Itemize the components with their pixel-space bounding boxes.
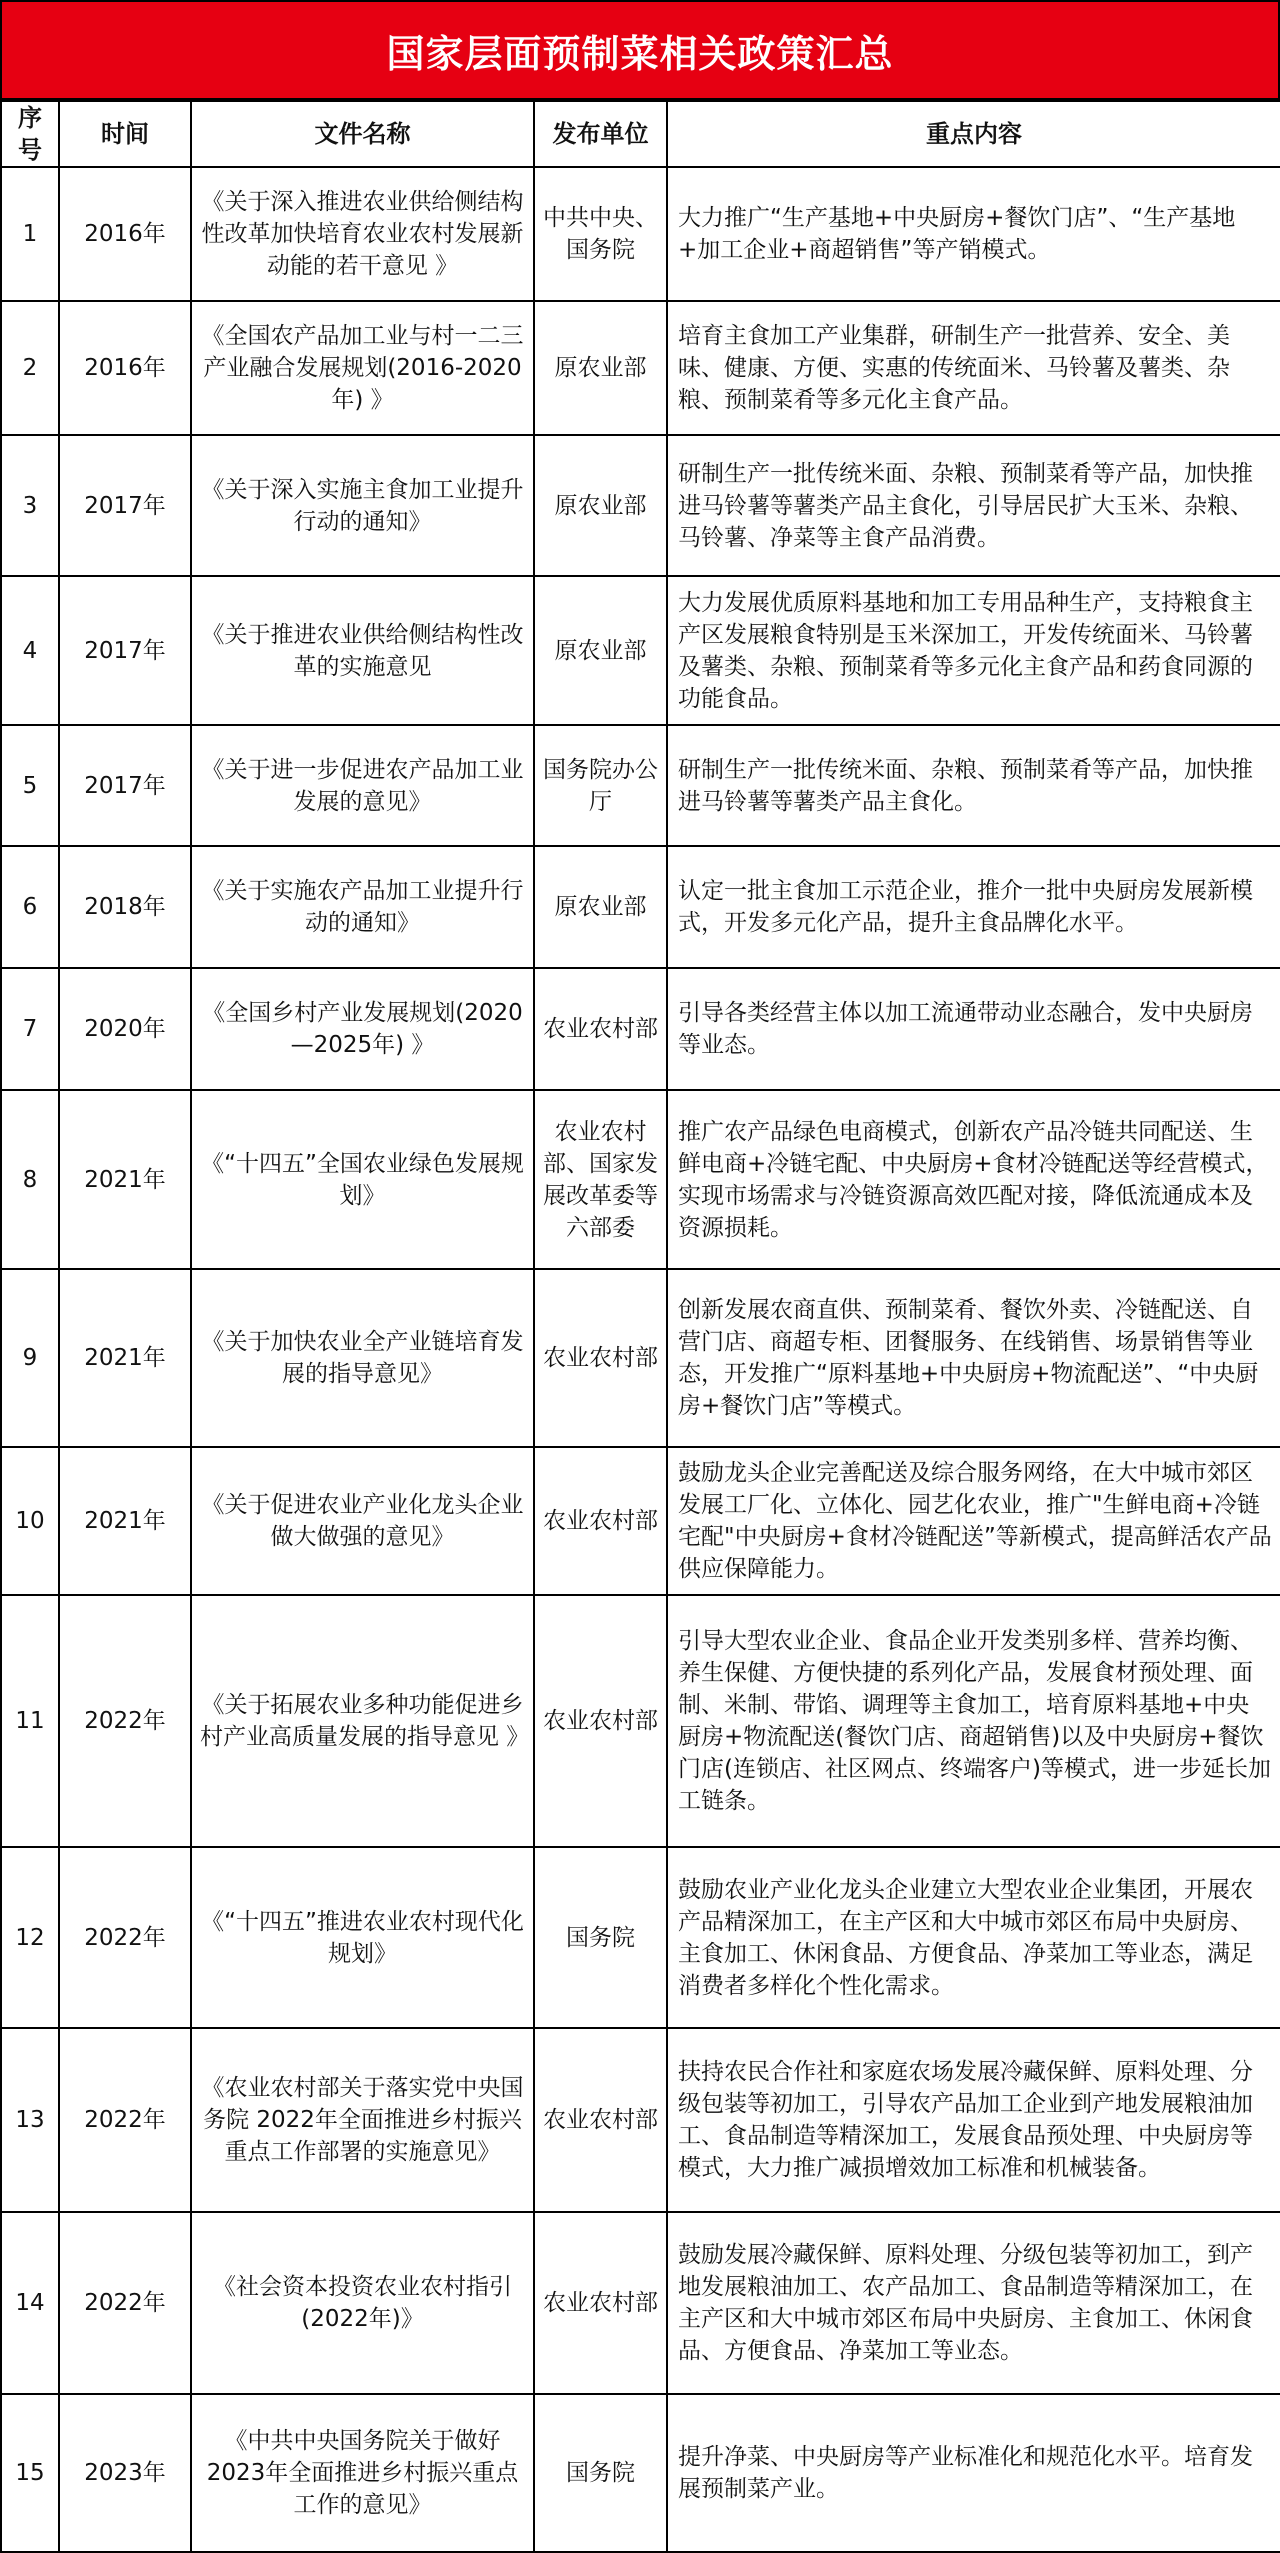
cell-content: 鼓励农业产业化龙头企业建立大型农业企业集团，开展农产品精深加工，在主产区和大中城市郊区布局中央厨房、主食加工、休闲食品、方便食品、净菜加工等业态，满足消费者多样化个性化需求。	[667, 1847, 1280, 2028]
cell-serial: 14	[1, 2212, 59, 2394]
cell-content: 大力推广“生产基地+中央厨房+餐饮门店”、“生产基地+加工企业+商超销售”等产销模式。	[667, 167, 1280, 301]
cell-content: 推广农产品绿色电商模式，创新农产品冷链共同配送、生鲜电商+冷链宅配、中央厨房+食材冷链配送等经营模式，实现市场需求与冷链资源高效匹配对接，降低流通成本及资源损耗。	[667, 1090, 1280, 1269]
cell-content: 扶持农民合作社和家庭农场发展冷藏保鲜、原料处理、分级包装等初加工，引导农产品加工企业到产地发展粮油加工、食品制造等精深加工，发展食品预处理、中央厨房等模式，大力推广减损增效加工标准和机械装备。	[667, 2028, 1280, 2212]
cell-year: 2020年	[59, 968, 191, 1090]
cell-document: 《关于拓展农业多种功能促进乡村产业高质量发展的指导意见 》	[191, 1595, 534, 1847]
table-row	[1, 846, 1280, 968]
cell-document: 《全国农产品加工业与村一二三产业融合发展规划(2016-2020年) 》	[191, 301, 534, 435]
cell-content: 认定一批主食加工示范企业，推介一批中央厨房发展新模式，开发多元化产品，提升主食品牌化水平。	[667, 846, 1280, 968]
cell-document: 《农业农村部关于落实党中央国务院 2022年全面推进乡村振兴重点工作部署的实施意见》	[191, 2028, 534, 2212]
header-row	[1, 101, 1280, 167]
header-publisher: 发布单位	[534, 101, 667, 167]
cell-publisher: 国务院	[534, 1847, 667, 2028]
cell-document: 《关于深入推进农业供给侧结构性改革加快培育农业农村发展新动能的若干意见 》	[191, 167, 534, 301]
cell-serial: 6	[1, 846, 59, 968]
cell-year: 2022年	[59, 1595, 191, 1847]
cell-serial: 10	[1, 1447, 59, 1595]
cell-serial: 5	[1, 725, 59, 846]
cell-document: 《社会资本投资农业农村指引(2022年)》	[191, 2212, 534, 2394]
table-row	[1, 2028, 1280, 2212]
cell-serial: 8	[1, 1090, 59, 1269]
table-row	[1, 1595, 1280, 1847]
cell-document: 《关于实施农产品加工业提升行动的通知》	[191, 846, 534, 968]
cell-content: 鼓励龙头企业完善配送及综合服务网络，在大中城市郊区发展工厂化、立体化、园艺化农业，推广"生鲜电商+冷链宅配"中央厨房+食材冷链配送”等新模式，提高鲜活农产品供应保障能力。	[667, 1447, 1280, 1595]
cell-serial: 13	[1, 2028, 59, 2212]
cell-serial: 9	[1, 1269, 59, 1447]
table-row	[1, 2212, 1280, 2394]
header-time: 时间	[59, 101, 191, 167]
table-row	[1, 1847, 1280, 2028]
cell-content: 培育主食加工产业集群，研制生产一批营养、安全、美味、健康、方便、实惠的传统面米、马铃薯及薯类、杂粮、预制菜肴等多元化主食产品。	[667, 301, 1280, 435]
table-row	[1, 576, 1280, 725]
cell-year: 2022年	[59, 1847, 191, 2028]
cell-content: 研制生产一批传统米面、杂粮、预制菜肴等产品，加快推进马铃薯等薯类产品主食化，引导居民扩大玉米、杂粮、马铃薯、净菜等主食产品消费。	[667, 435, 1280, 576]
cell-serial: 12	[1, 1847, 59, 2028]
table-row	[1, 1090, 1280, 1269]
cell-publisher: 原农业部	[534, 435, 667, 576]
table-row	[1, 167, 1280, 301]
cell-content: 提升净菜、中央厨房等产业标准化和规范化水平。培育发展预制菜产业。	[667, 2394, 1280, 2552]
table-row	[1, 435, 1280, 576]
cell-document: 《关于推进农业供给侧结构性改革的实施意见	[191, 576, 534, 725]
cell-serial: 11	[1, 1595, 59, 1847]
table-row	[1, 2394, 1280, 2552]
table-row	[1, 301, 1280, 435]
table-row	[1, 968, 1280, 1090]
header-document: 文件名称	[191, 101, 534, 167]
cell-publisher: 原农业部	[534, 846, 667, 968]
cell-document: 《“十四五”全国农业绿色发展规划》	[191, 1090, 534, 1269]
cell-serial: 3	[1, 435, 59, 576]
table-row	[1, 1269, 1280, 1447]
cell-year: 2021年	[59, 1090, 191, 1269]
cell-year: 2017年	[59, 435, 191, 576]
cell-serial: 1	[1, 167, 59, 301]
cell-publisher: 农业农村部	[534, 2028, 667, 2212]
cell-content: 引导大型农业企业、食品企业开发类别多样、营养均衡、养生保健、方便快捷的系列化产品，发展食材预处理、面制、米制、带馅、调理等主食加工，培育原料基地+中央厨房+物流配送(餐饮门店、商超销售)以及中央厨房+餐饮门店(连锁店、社区网点、终端客户)等模式，进一步延长加工链条。	[667, 1595, 1280, 1847]
cell-document: 《关于加快农业全产业链培育发展的指导意见》	[191, 1269, 534, 1447]
cell-document: 《关于促进农业产业化龙头企业做大做强的意见》	[191, 1447, 534, 1595]
header-serial: 序号	[1, 101, 59, 167]
header-content: 重点内容	[667, 101, 1280, 167]
policy-table	[0, 100, 1280, 2553]
cell-year: 2017年	[59, 725, 191, 846]
cell-year: 2021年	[59, 1269, 191, 1447]
page-title: 国家层面预制菜相关政策汇总	[386, 31, 894, 76]
cell-document: 《关于进一步促进农产品加工业发展的意见》	[191, 725, 534, 846]
cell-publisher: 农业农村部	[534, 1447, 667, 1595]
cell-publisher: 农业农村部	[534, 1595, 667, 1847]
cell-publisher: 农业农村部	[534, 968, 667, 1090]
cell-content: 创新发展农商直供、预制菜肴、餐饮外卖、冷链配送、自营门店、商超专柜、团餐服务、在线销售、场景销售等业态，开发推广“原料基地+中央厨房+物流配送”、“中央厨房+餐饮门店”等模式。	[667, 1269, 1280, 1447]
cell-publisher: 农业农村部	[534, 1269, 667, 1447]
table-row	[1, 725, 1280, 846]
cell-publisher: 农业农村部	[534, 2212, 667, 2394]
cell-publisher: 中共中央、国务院	[534, 167, 667, 301]
cell-content: 鼓励发展冷藏保鲜、原料处理、分级包装等初加工，到产地发展粮油加工、农产品加工、食品制造等精深加工，在主产区和大中城市郊区布局中央厨房、主食加工、休闲食品、方便食品、净菜加工等业态。	[667, 2212, 1280, 2394]
cell-year: 2021年	[59, 1447, 191, 1595]
cell-document: 《关于深入实施主食加工业提升行动的通知》	[191, 435, 534, 576]
cell-serial: 15	[1, 2394, 59, 2552]
cell-document: 《“十四五”推进农业农村现代化规划》	[191, 1847, 534, 2028]
cell-content: 引导各类经营主体以加工流通带动业态融合，发中央厨房等业态。	[667, 968, 1280, 1090]
cell-publisher: 农业农村部、国家发展改革委等六部委	[534, 1090, 667, 1269]
cell-serial: 4	[1, 576, 59, 725]
cell-year: 2016年	[59, 301, 191, 435]
cell-year: 2017年	[59, 576, 191, 725]
cell-publisher: 国务院办公厅	[534, 725, 667, 846]
cell-publisher: 国务院	[534, 2394, 667, 2552]
cell-document: 《全国乡村产业发展规划(2020—2025年) 》	[191, 968, 534, 1090]
cell-year: 2023年	[59, 2394, 191, 2552]
cell-year: 2022年	[59, 2028, 191, 2212]
cell-year: 2018年	[59, 846, 191, 968]
cell-year: 2022年	[59, 2212, 191, 2394]
cell-serial: 7	[1, 968, 59, 1090]
cell-year: 2016年	[59, 167, 191, 301]
cell-document: 《中共中央国务院关于做好2023年全面推进乡村振兴重点工作的意见》	[191, 2394, 534, 2552]
cell-publisher: 原农业部	[534, 301, 667, 435]
cell-content: 大力发展优质原料基地和加工专用品种生产，支持粮食主产区发展粮食特别是玉米深加工，开发传统面米、马铃薯及薯类、杂粮、预制菜肴等多元化主食产品和药食同源的功能食品。	[667, 576, 1280, 725]
title-banner	[0, 0, 1280, 100]
cell-serial: 2	[1, 301, 59, 435]
cell-publisher: 原农业部	[534, 576, 667, 725]
cell-content: 研制生产一批传统米面、杂粮、预制菜肴等产品，加快推进马铃薯等薯类产品主食化。	[667, 725, 1280, 846]
table-row	[1, 1447, 1280, 1595]
